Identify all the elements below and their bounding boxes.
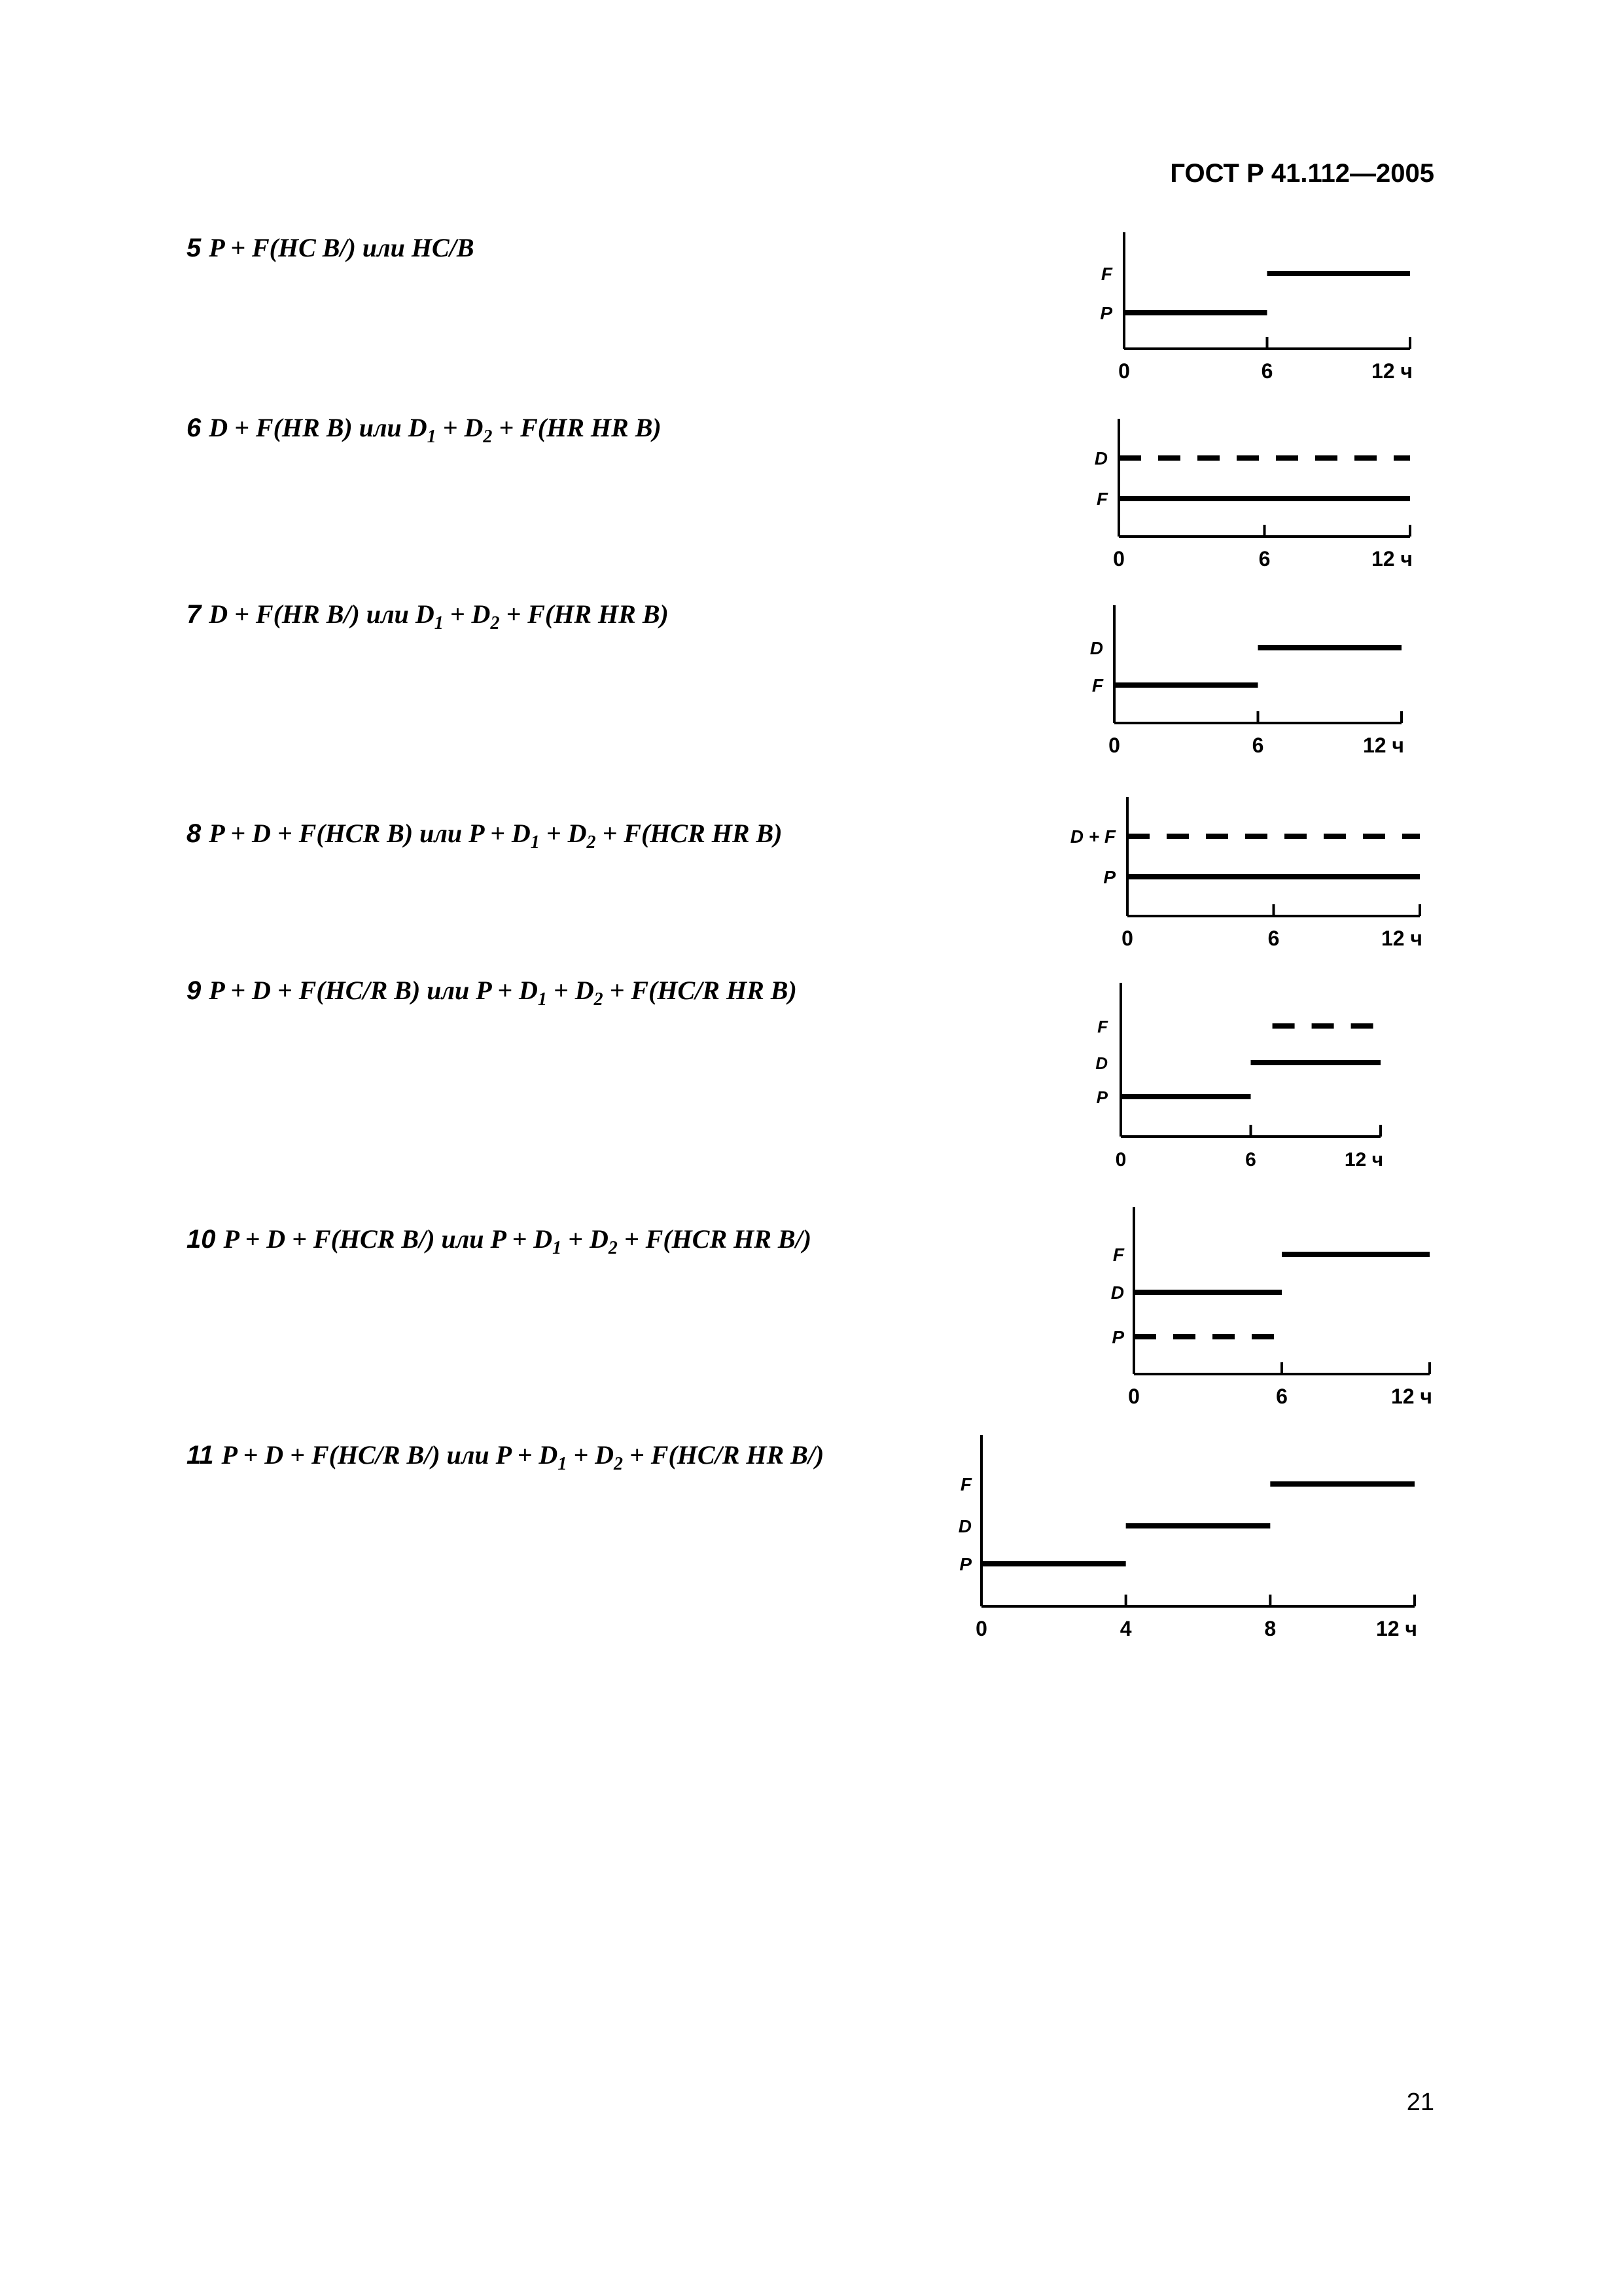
formula-plus: + (539, 819, 568, 848)
formula-number: 7 (186, 600, 202, 629)
x-tick-label: 6 (1252, 733, 1264, 757)
level-label: P (1112, 1327, 1124, 1347)
x-tick-label: 0 (1115, 1149, 1127, 1171)
level-label: F (1097, 1017, 1108, 1036)
x-tick-label: 12 ч (1362, 733, 1404, 757)
level-label: F (1096, 489, 1108, 509)
level-label: P (1103, 867, 1116, 887)
level-label: D (1110, 1282, 1124, 1303)
document-code: ГОСТ Р 41.112—2005 (1170, 159, 1434, 188)
formula-d2-sub: 2 (614, 1454, 623, 1474)
formula-d1: D (538, 1440, 558, 1470)
formula-number: 10 (186, 1225, 216, 1254)
formula-text-start: P + D + F(HC/R B/) или P + (221, 1440, 539, 1470)
formula-d2: D (595, 1440, 614, 1470)
formula-d2-sub: 2 (490, 613, 500, 633)
level-label: P (959, 1554, 972, 1574)
x-tick-label: 0 (1128, 1385, 1140, 1408)
level-label: D + F (1070, 826, 1116, 847)
x-tick-label: 0 (1121, 927, 1133, 950)
level-label: D (1094, 448, 1108, 468)
x-tick-label: 12 ч (1344, 1149, 1383, 1171)
x-tick-label: 12 ч (1390, 1385, 1432, 1408)
formula-number: 9 (186, 976, 202, 1005)
x-tick-label: 0 (1118, 359, 1130, 383)
formula-d2-sub: 2 (483, 427, 493, 447)
x-tick-label: 6 (1261, 359, 1273, 383)
formula-text-start: P + D + F(HCR B/) или P + (223, 1224, 534, 1254)
formula-d2-sub: 2 (586, 832, 596, 853)
formula-d1: D (415, 599, 434, 629)
formula-text: P + F(HC B/) или HC/B (209, 233, 474, 262)
formula-d1: D (408, 413, 427, 442)
formula-d2-sub: 2 (608, 1238, 618, 1258)
formula-text-end: + F(HR HR B) (492, 413, 662, 442)
formula-d1: D (519, 976, 538, 1005)
formula-text-end: + F(HC/R HR B/) (623, 1440, 824, 1470)
formula-plus: + (567, 1440, 595, 1470)
page-number: 21 (1406, 2089, 1434, 2116)
level-label: F (1091, 675, 1103, 696)
formula-d2: D (464, 413, 484, 442)
formula-text-end: + F(HCR HR B/) (617, 1224, 812, 1254)
x-tick-label: 4 (1120, 1617, 1132, 1640)
formula-number: 6 (186, 414, 202, 442)
level-label: F (1101, 264, 1112, 284)
formula-text-end: + F(HR HR B) (499, 599, 669, 629)
formula-plus: + (546, 976, 575, 1005)
formula-text-start: P + D + F(HC/R B) или P + (209, 976, 520, 1005)
formula-d2: D (567, 819, 587, 848)
x-tick-label: 0 (1108, 733, 1120, 757)
x-tick-label: 6 (1267, 927, 1280, 950)
x-tick-label: 8 (1264, 1617, 1277, 1640)
formula-d1-sub: 1 (552, 1238, 562, 1258)
formula-plus: + (436, 413, 465, 442)
formula-d1-sub: 1 (530, 832, 540, 853)
formula-text-start: P + D + F(HCR B) или P + (209, 819, 512, 848)
formula-d1: D (533, 1224, 553, 1254)
level-label: P (1100, 303, 1112, 323)
level-label: D (958, 1516, 972, 1536)
formula-text-end: + F(HCR HR B) (595, 819, 783, 848)
formula-number: 11 (186, 1441, 214, 1470)
x-tick-label: 6 (1276, 1385, 1288, 1408)
level-label: F (1112, 1245, 1124, 1265)
formula-plus: + (561, 1224, 590, 1254)
formula-d1-sub: 1 (434, 613, 444, 633)
formula-d2: D (574, 976, 594, 1005)
formula-d2: D (471, 599, 491, 629)
level-label: F (960, 1474, 972, 1494)
x-tick-label: 0 (1113, 547, 1125, 571)
formula-number: 5 (186, 234, 202, 262)
formula-plus: + (443, 599, 472, 629)
level-label: P (1096, 1087, 1108, 1107)
formula-d1-sub: 1 (557, 1454, 567, 1474)
formula-d1: D (511, 819, 531, 848)
x-tick-label: 0 (976, 1617, 987, 1640)
level-label: D (1095, 1053, 1108, 1073)
x-tick-label: 12 ч (1371, 359, 1413, 383)
x-tick-label: 12 ч (1375, 1617, 1417, 1640)
formula-number: 8 (186, 819, 202, 848)
x-tick-label: 12 ч (1381, 927, 1422, 950)
formula-d1-sub: 1 (537, 989, 547, 1010)
formula-text-start: D + F(HR B) или (209, 413, 408, 442)
x-tick-label: 6 (1258, 547, 1271, 571)
formula-text-end: + F(HC/R HR B) (603, 976, 797, 1005)
level-label: D (1089, 638, 1103, 658)
formula-d1-sub: 1 (427, 427, 436, 447)
formula-d2-sub: 2 (593, 989, 603, 1010)
formula-d2: D (589, 1224, 609, 1254)
x-tick-label: 6 (1245, 1149, 1256, 1171)
x-tick-label: 12 ч (1371, 547, 1413, 571)
formula-text-start: D + F(HR B/) или (209, 599, 415, 629)
